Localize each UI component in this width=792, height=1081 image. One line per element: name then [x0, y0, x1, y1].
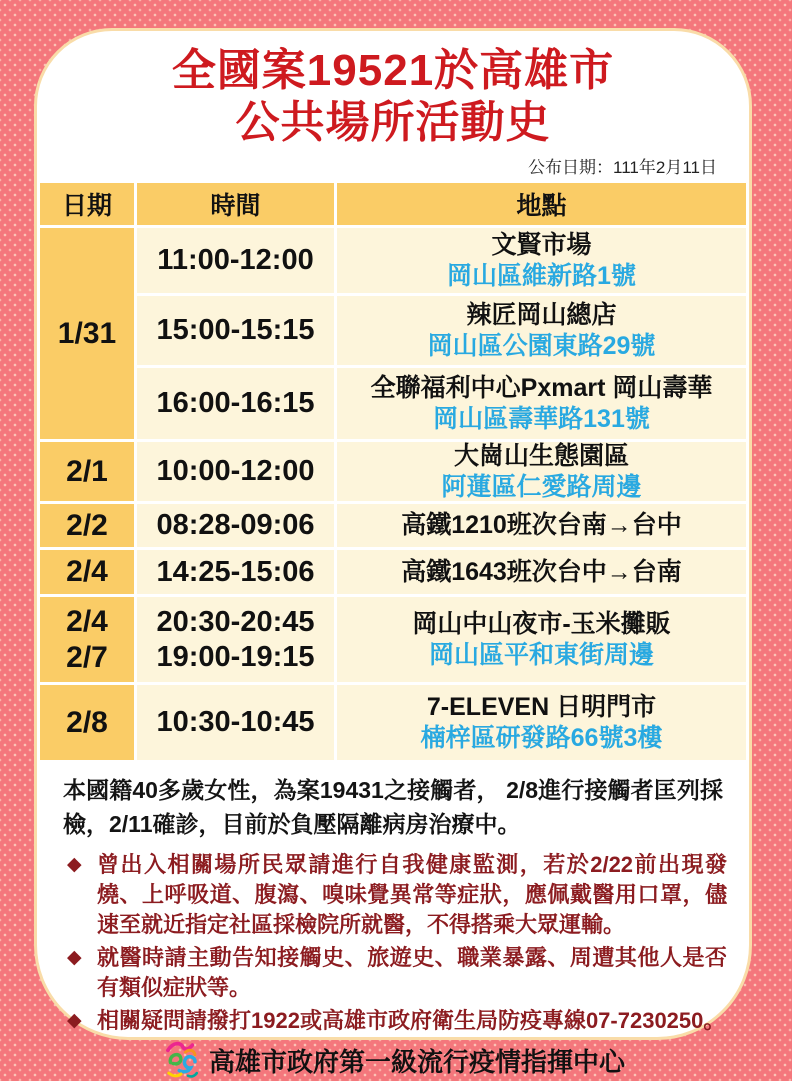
- time-line-2: 19:00-19:15: [156, 640, 315, 673]
- table-cell-date: 2/4: [40, 550, 134, 594]
- diamond-bullet-icon: ◆: [67, 854, 82, 875]
- table-cell-place: [337, 228, 746, 293]
- notice-text: 就醫時請主動告知接觸史、旅遊史、職業暴露、周遭其他人是否有類似症狀等。: [97, 945, 727, 1000]
- place-address: 阿蓮區仁愛路周邊: [441, 472, 642, 501]
- table-cell-time: 10:00-12:00: [137, 442, 334, 501]
- notice-text: 相關疑問請撥打1922或高雄市政府衛生局防疫專線07-7230250。: [97, 1008, 726, 1033]
- notice-text: 曾出入相關場所民眾請進行自我健康監測，若於2/22前出現發燒、上呼吸道、腹瀉、嗅味覺異常等症狀，應佩戴醫用口罩，儘速至就近指定社區採檢院所就醫，不得搭乘大眾運輸。: [97, 852, 727, 937]
- table-cell-time: 16:00-16:15: [137, 368, 334, 439]
- diamond-bullet-icon: ◆: [67, 947, 82, 968]
- publish-date: 公布日期：111年2月11日: [528, 158, 717, 177]
- footer: [37, 1039, 749, 1081]
- title-line-1: 全國案19521於高雄市: [171, 46, 615, 95]
- poster-title: [37, 45, 749, 149]
- table-cell-time: 14:25-15:06: [137, 550, 334, 594]
- table-cell-place: [337, 504, 746, 547]
- notice-item: [67, 850, 727, 940]
- place-name: 高鐵1643班次台中→台南: [401, 557, 682, 586]
- place-name: 岡山中山夜市-玉米攤販: [412, 609, 671, 638]
- place-address: 岡山區壽華路131號: [433, 404, 650, 433]
- footer-agency-name: 高雄市政府第一級流行疫情指揮中心: [208, 1046, 625, 1077]
- table-cell-date: 1/31: [40, 228, 134, 439]
- table-cell-place: [337, 597, 746, 682]
- table-cell-place: [337, 296, 746, 365]
- table-cell-time: 10:30-10:45: [137, 685, 334, 760]
- place-address: 岡山區維新路1號: [447, 261, 636, 290]
- date-line-1: 2/4: [66, 604, 108, 638]
- table-cell-place: [337, 685, 746, 760]
- table-cell-place: [337, 442, 746, 501]
- notice-item: [67, 1006, 727, 1036]
- table-cell-place: [337, 368, 746, 439]
- diamond-bullet-icon: ◆: [67, 1010, 82, 1031]
- place-name: 高鐵1210班次台南→台中: [401, 511, 682, 539]
- table-cell-date: 2/1: [40, 442, 134, 501]
- place-name: 辣匠岡山總店: [466, 300, 617, 329]
- table-cell-date: 2/8: [40, 685, 134, 760]
- place-name: 文賢市場: [491, 230, 592, 259]
- place-name: 大崗山生態園區: [453, 441, 629, 470]
- notice-item: [67, 943, 727, 1003]
- table-cell-place: [337, 550, 746, 594]
- table-cell-time: 11:00-12:00: [137, 228, 334, 293]
- place-name: 全聯福利中心Pxmart 岡山壽華: [370, 373, 713, 402]
- time-line-1: 20:30-20:45: [156, 605, 315, 638]
- table-cell-time: 15:00-15:15: [137, 296, 334, 365]
- kaohsiung-city-logo-icon: [161, 1039, 201, 1081]
- column-header-place: 地點: [337, 183, 746, 225]
- notice-list: [67, 850, 727, 1036]
- title-line-2: 公共場所活動史: [235, 98, 551, 147]
- date-line-2: 2/7: [66, 640, 108, 674]
- place-name: 7-ELEVEN 日明門市: [426, 692, 657, 721]
- case-summary: 本國籍40多歲女性，為案19431之接觸者， 2/8進行接觸者匡列採檢，2/11確診，目前於負壓隔離病房治療中。: [63, 777, 723, 837]
- table-cell-time: 08:28-09:06: [137, 504, 334, 547]
- place-address: 楠梓區研發路66號3樓: [420, 723, 663, 752]
- poster-card: [34, 28, 752, 1077]
- column-header-date: 日期: [40, 183, 134, 225]
- column-header-time: 時間: [137, 183, 334, 225]
- table-cell-date: [40, 597, 134, 682]
- place-address: 岡山區公園東路29號: [427, 331, 656, 360]
- activity-table: [40, 183, 746, 760]
- place-address: 岡山區平和東街周邊: [428, 640, 654, 669]
- table-cell-date: 2/2: [40, 504, 134, 547]
- table-cell-time: [137, 597, 334, 682]
